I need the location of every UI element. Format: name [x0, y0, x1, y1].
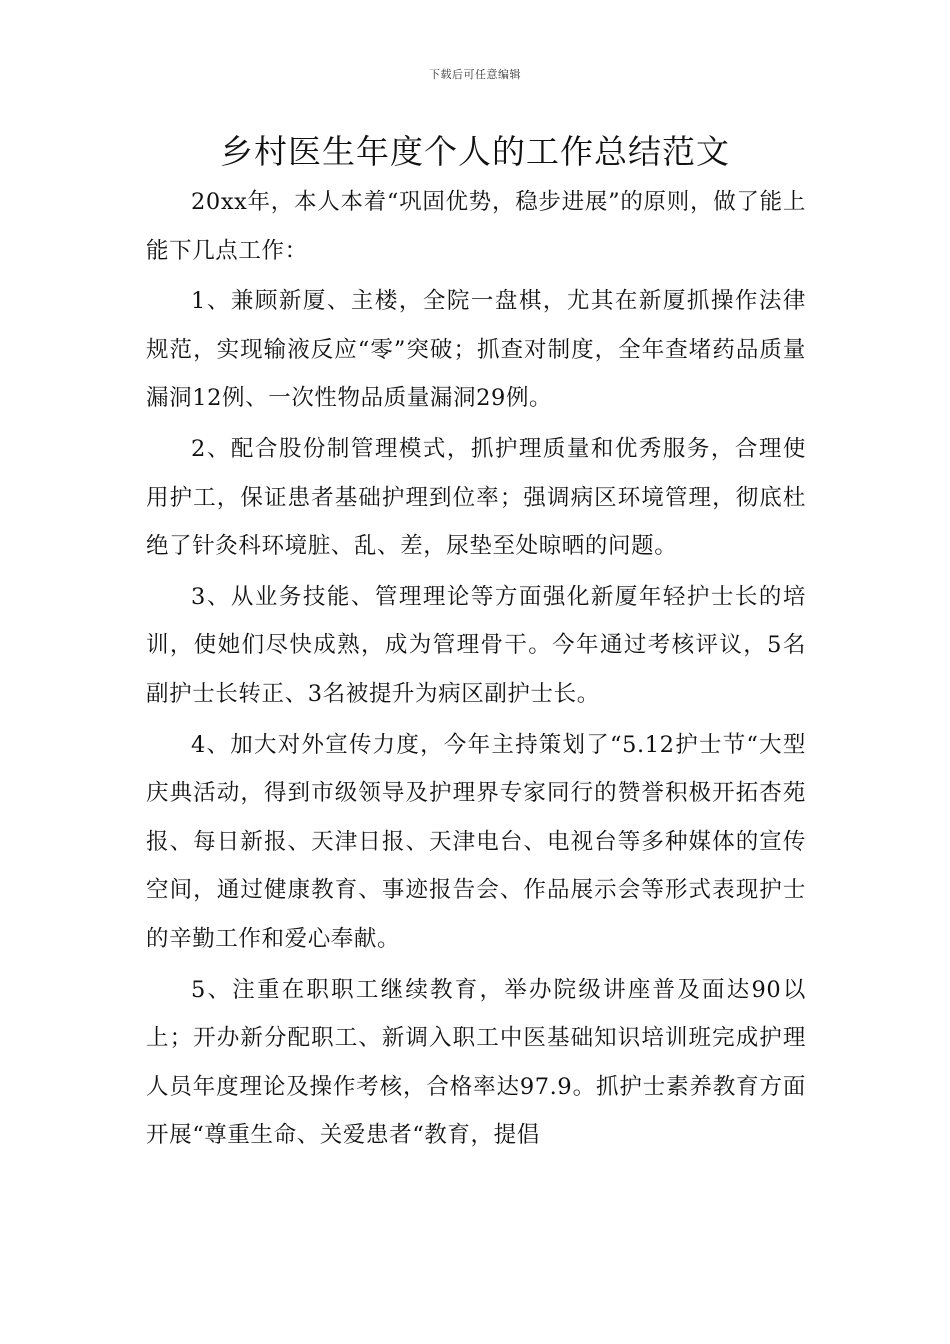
paragraph-item-1: 1、兼顾新厦、主楼，全院一盘棋，尤其在新厦抓操作法律规范，实现输液反应“零”突破；抓查对制度，全年查堵药品质量漏洞12例、一次性物品质量漏洞29例。 [146, 288, 806, 412]
paragraph-item-4: 4、加大对外宣传力度，今年主持策划了“5.12护士节“大型庆典活动，得到市级领导及护理界专家同行的赞誉积极开拓杏苑报、每日新报、天津日报、天津电台、电视台等多种媒体的宣传空间，通过健康教育、事迹报告会、作品展示会等形式表现护士的辛勤工作和爱心奉献。 [146, 731, 806, 952]
paragraph-intro: 20xx年，本人本着“巩固优势，稳步进展”的原则，做了能上能下几点工作： [146, 189, 806, 264]
paragraph-item-5: 5、注重在职职工继续教育，举办院级讲座普及面达90以上；开办新分配职工、新调入职工中医基础知识培训班完成护理人员年度理论及操作考核，合格率达97.9。抓护士素养教育方面开展“尊重生命、关爱患者“教育，提倡 [146, 976, 806, 1149]
document-title: 乡村医生年度个人的工作总结范文 [220, 132, 730, 171]
document-body [146, 178, 806, 1162]
paragraph-item-2: 2、配合股份制管理模式，抓护理质量和优秀服务，合理使用护工，保证患者基础护理到位率；强调病区环境管理，彻底杜绝了针灸科环境脏、乱、差，尿垫至处晾晒的问题。 [146, 435, 806, 560]
paragraph-item-3: 3、从业务技能、管理理论等方面强化新厦年轻护士长的培训，使她们尽快成熟，成为管理骨干。今年通过考核评议，5名副护士长转正、3名被提升为病区副护士长。 [146, 583, 806, 707]
header-note: 下载后可任意编辑 [429, 68, 521, 81]
